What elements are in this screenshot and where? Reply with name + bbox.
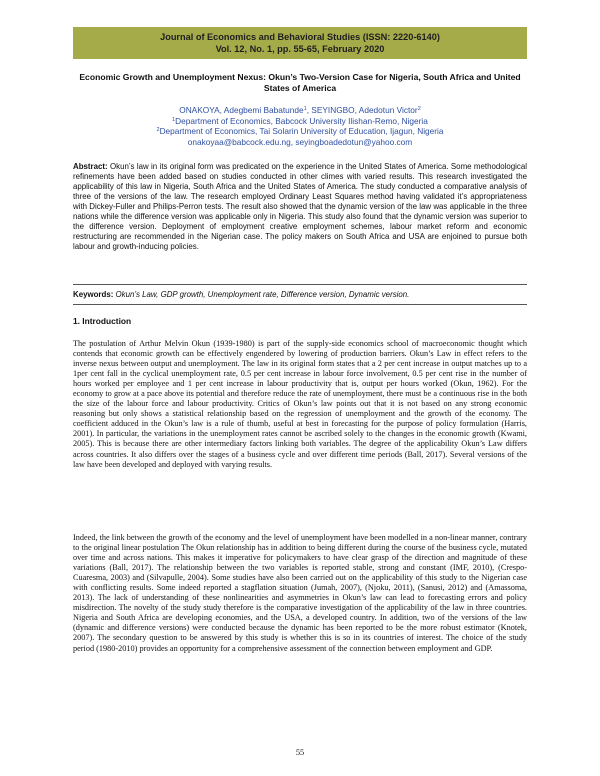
keywords-label: Keywords: xyxy=(73,290,114,299)
abstract-text: Okun’s law in its original form was predicated on the experience in the United States of America. Some methodological refinements have been added based on studies conducted in other climes with varied results. This research investigated the applicability of this law in Nigeria, South Africa and the United States of America. The study conducted a comparative analysis of three of the versions of the law. The research employed Ordinary Least Squares method having validated it’s appropriateness with Dickey-Fuller and Philips-Perron tests. The result also showed that the dynamic version of the law was applicable in the three nations while the difference version was applicable only in Nigeria. This study also found that the dynamic version was superior to the difference version. Deployment of employment creative employment schemes, labour market reform and economic restructuring are recommended in the Nigerian case. The policy makers on South Africa and USA are enjoined to pursue both labour and growth-inducing policies. xyxy=(73,162,527,252)
section-heading: 1. Introduction xyxy=(73,316,132,326)
abstract-label: Abstract: xyxy=(73,162,108,171)
divider-top xyxy=(73,284,527,285)
keywords xyxy=(73,290,527,300)
intro-paragraph-2: Indeed, the link between the growth of the economy and the level of unemployment have been modelled in a non-linear manner, contrary to the original linear postulation The Okun relationship has in addition to being different during the course of the business cycle, mutated over time and across nations. This makes it imperative for policymakers to have clear grasp of the direction and magnitude of these variations (Ball, 2017). The relationship between the two variables is reported stable, strong and constant (IMF, 2010), (Crespo-Cuaresma, 2003) and (Silvapulle, 2004). Some studies have also been carried out on the applicability of this study to the Nigerian case with conflicting results. Some indeed reported a stagflation situation (Jumah, 2007), (Njoku, 2011), (Sanusi, 2012) and (Amassoma, 2013). The lack of understanding of these nonlinearities and asymmetries in Okun’s law can lead to forecasting errors and policy misdirection. The novelty of the study study therefore is the comparative investigation of the applicability of the law in three countries. Nigeria and South Africa are developing economies, and the USA, a developed country. In addition, two of the versions of the law (dynamic and difference versions) were conducted because the dynamic has been reported to be the more robust estimator (Knotek, 2007). The secondary question to be answered by this study is whether this is so in its countries of interest. The choice of the study period (1980-2010) provides an opportunity for a comprehensive assessment of the connection between employment and GDP. xyxy=(73,533,527,653)
author-block xyxy=(73,105,527,147)
author-names: ONAKOYA, Adegbemi Babatunde$^1$, SEYINGBO, Adedotun Victor$^2$ xyxy=(179,105,421,115)
paper-title: Economic Growth and Unemployment Nexus: Okun’s Two-Version Case for Nigeria, South Africa and United States of America xyxy=(79,72,521,93)
affiliation-2: $^2$Department of Economics, Tai Solarin University of Education, Ijagun, Nigeria xyxy=(156,126,444,137)
keywords-text: Okun’s Law, GDP growth, Unemployment rate, Difference version, Dynamic version. xyxy=(113,290,410,299)
journal-issue: Vol. 12, No. 1, pp. 55-65, February 2020 xyxy=(215,44,385,54)
abstract xyxy=(73,162,527,252)
journal-name: Journal of Economics and Behavioral Studies (ISSN: 2220-6140) xyxy=(160,32,440,42)
journal-banner xyxy=(73,27,527,59)
intro-paragraph-1: The postulation of Arthur Melvin Okun (1939-1980) is part of the supply-side economics school of macroeconomic thought which contends that economic growth can be effectively engendered by lowering of production barriers. Okun’s Law in effect refers to the inverse nexus between output and unemployment. The law in its original form states that a 2 per cent increase in output matches up to a 1per cent fall in the cyclical unemployment rate, 0.5 per cent increase in labour force involvement, 0.5 per cent rise in the number of hours worked per employee and 1 per cent increase in labour productivity that is, output per hours worked (Okun, 1962). For the economy to grow at a pace above its potential and therefore reduce the rate of unemployment, there must be a continuous rise in the both the size of the labour force and labour productivity. Critics of Okun’s law points out that it is not based on any strong economic reasoning but only shows a statistical relationship based on the regression of unemployment and the growth of the economy. The coefficient adduced in the Okun’s law is a rule of thumb, useful at best in forecasting for the purpose of policy formulation (Harris, 2001). In particular, the variations in the unemployment rates cannot be ascribed solely to the changes in the economic growth (Kwami, 2005). This is because there are other intermediary factors linking both variables. The degree of the applicability Okun’s Law differs across countries. It also differs over the stages of a business cycle and over different time periods (Ball, 2017). Several versions of the law have been developed and deployed with varying results. xyxy=(73,339,527,469)
page-number: 55 xyxy=(295,748,305,757)
divider-bottom xyxy=(73,304,527,305)
author-emails[interactable]: onakoyaa@babcock.edu.ng, seyingboadedotun@yahoo.com xyxy=(187,136,413,147)
affiliation-1: $^1$Department of Economics, Babcock University Ilishan-Remo, Nigeria xyxy=(172,115,428,126)
